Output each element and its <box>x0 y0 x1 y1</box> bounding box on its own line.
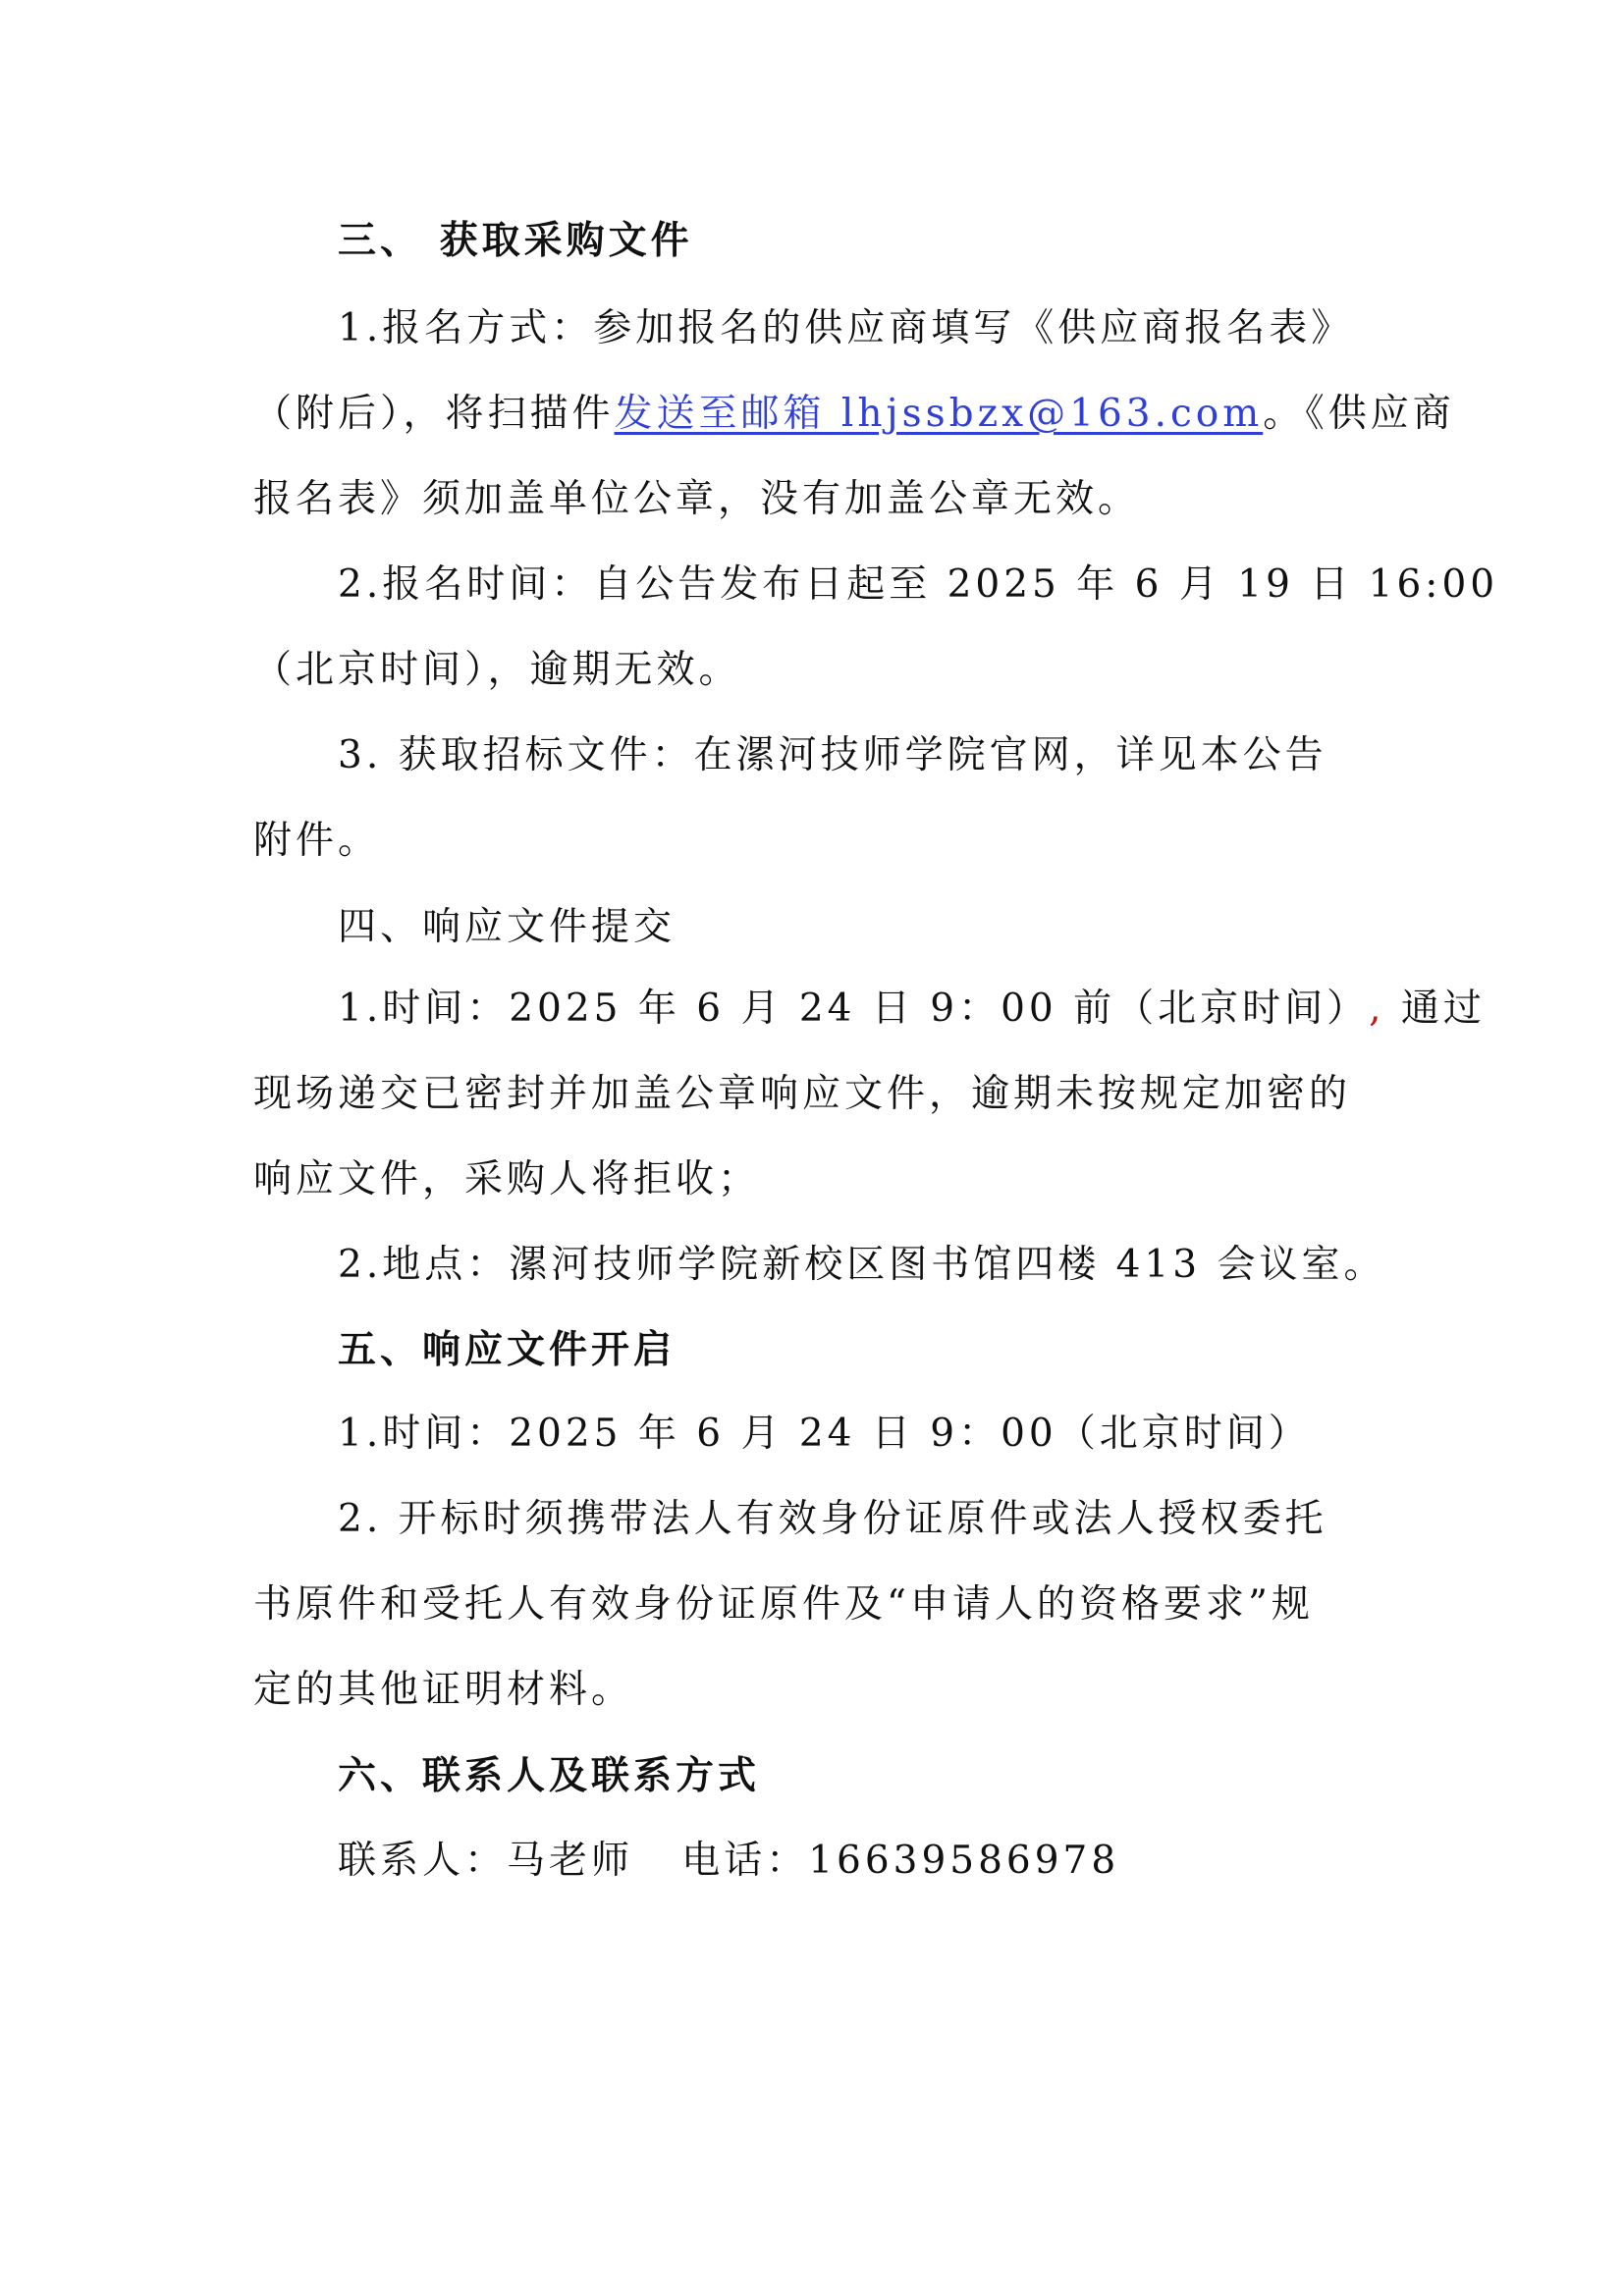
section-heading-submission: 四、响应文件提交 <box>338 905 677 949</box>
registration-time-line-2: （北京时间），逾期无效。 <box>253 648 741 692</box>
contact-info: 联系人：马老师 电话：16639586978 <box>338 1839 1120 1883</box>
registration-method-text-a: （附后），将扫描件 <box>253 392 615 436</box>
obtain-bid-docs-line-1: 3. 获取招标文件：在漯河技师学院官网，详见本公告 <box>338 733 1327 777</box>
submission-time-line-3: 响应文件，采购人将拒收； <box>253 1157 761 1201</box>
submission-time-text-a: 1.时间：2025 年 6 月 24 日 9：00 前（北京时间） <box>338 987 1370 1031</box>
registration-method-line-3: 报名表》须加盖单位公章，没有加盖公章无效。 <box>253 477 1141 521</box>
section-heading-contact: 六、联系人及联系方式 <box>338 1753 761 1798</box>
section-heading-obtain-documents: 三、 获取采购文件 <box>338 218 693 263</box>
section-heading-opening: 五、响应文件开启 <box>338 1327 677 1372</box>
registration-method-text-b: 。《供应商 <box>1263 392 1455 436</box>
registration-time-line-1: 2.报名时间：自公告发布日起至 2025 年 6 月 19 日 16:00 <box>338 562 1499 607</box>
opening-time: 1.时间：2025 年 6 月 24 日 9：00（北京时间） <box>338 1412 1311 1456</box>
submission-time-line-2: 现场递交已密封并加盖公章响应文件，逾期未按规定加密的 <box>253 1072 1352 1116</box>
obtain-bid-docs-line-2: 附件。 <box>253 819 381 863</box>
email-link[interactable]: 发送至邮箱 lhjssbzx@163.com <box>614 392 1264 436</box>
opening-requirements-line-1: 2. 开标时须携带法人有效身份证原件或法人授权委托 <box>338 1497 1327 1541</box>
submission-time-line-1 <box>338 985 1486 1034</box>
submission-location: 2.地点：漯河技师学院新校区图书馆四楼 413 会议室。 <box>338 1243 1386 1287</box>
submission-time-text-b: 通过 <box>1384 987 1486 1031</box>
opening-requirements-line-3: 定的其他证明材料。 <box>253 1668 634 1712</box>
red-comma: , <box>1369 987 1385 1031</box>
registration-method-line-2 <box>253 390 1455 439</box>
opening-requirements-line-2: 书原件和受托人有效身份证原件及“申请人的资格要求”规 <box>253 1582 1314 1627</box>
registration-method-line-1: 1.报名方式：参加报名的供应商填写《供应商报名表》 <box>338 306 1354 350</box>
